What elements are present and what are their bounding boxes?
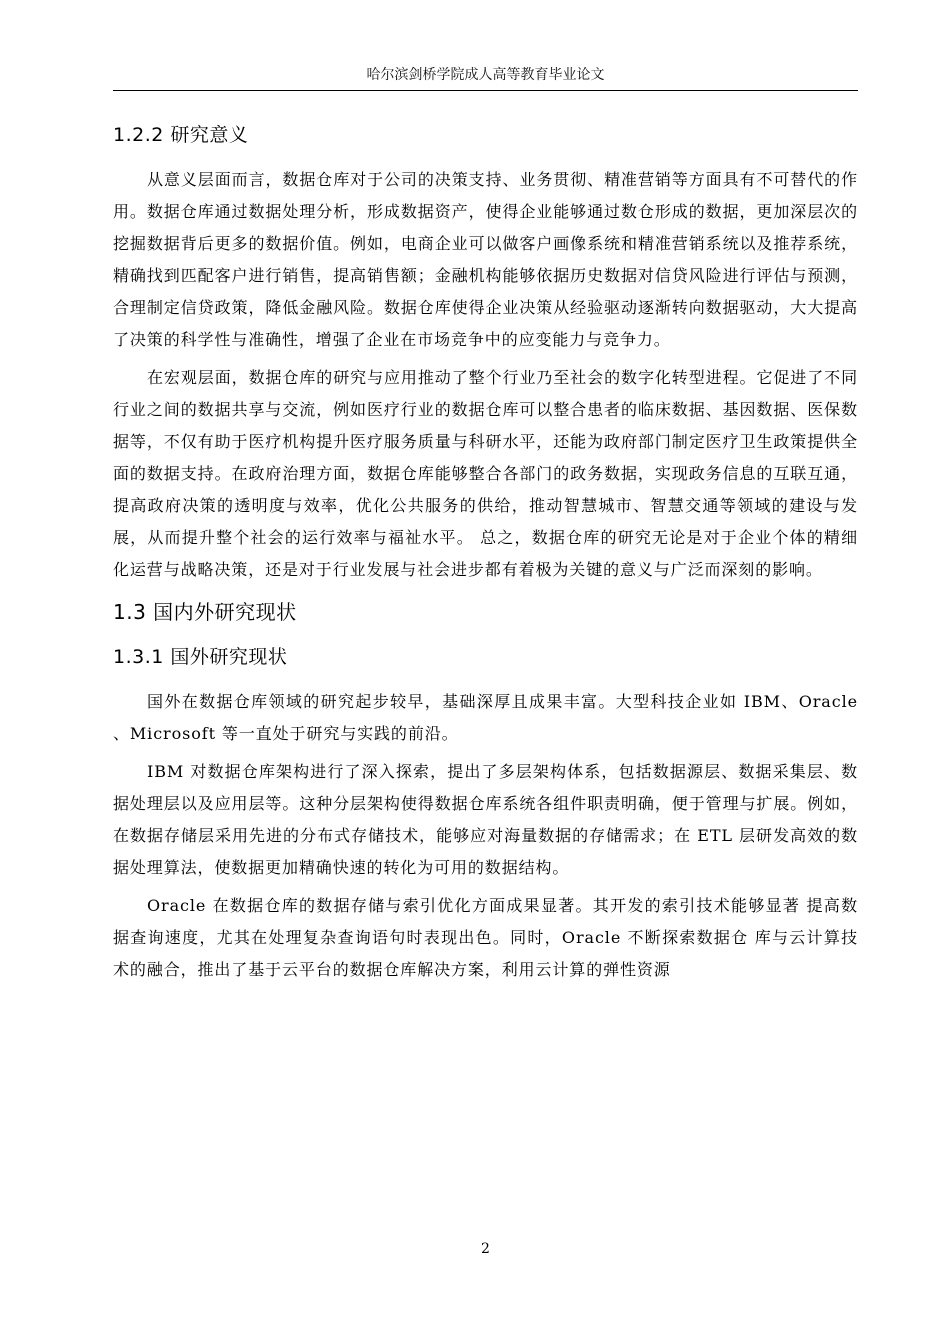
paragraph-foreign-research-oracle: Oracle 在数据仓库的数据存储与索引优化方面成果显著。其开发的索引技术能够显著 提高数据查询速度，尤其在处理复杂查询语句时表现出色。同时，Oracle 不断探索数据仓 库与云计算技术的融合，推出了基于云平台的数据仓库解决方案，利用云计算的弹性资源: [113, 896, 858, 979]
section-heading-1-2-2: 1.2.2 研究意义: [113, 124, 249, 146]
paragraph-foreign-research-ibm: IBM 对数据仓库架构进行了深入探索，提出了多层架构体系，包括数据源层、数据采集层、数据处理层以及应用层等。这种分层架构使得数据仓库系统各组件职责明确，便于管理与扩展。例如，在数据存储层采用先进的分布式存储技术，能够应对海量数据的存储需求；在 ETL 层研发高效的数据处理算法，使数据更加精确快速的转化为可用的数据结构。: [113, 762, 858, 877]
document-body: [113, 120, 858, 986]
paragraph-significance-1: 从意义层面而言，数据仓库对于公司的决策支持、业务贯彻、精准营销等方面具有不可替代的作用。数据仓库通过数据处理分析，形成数据资产，使得企业能够通过数仓形成的数据，更加深层次的挖掘数据背后更多的数据价值。例如，电商企业可以做客户画像系统和精准营销系统以及推荐系统，精确找到匹配客户进行销售，提高销售额；金融机构能够依据历史数据对信贷风险进行评估与预测，合理制定信贷政策，降低金融风险。数据仓库使得企业决策从经验驱动逐渐转向数据驱动，大大提高了决策的科学性与准确性，增强了企业在市场竞争中的应变能力与竞争力。: [113, 170, 858, 349]
section-heading-1-3-1: 1.3.1 国外研究现状: [113, 646, 288, 668]
paragraph-significance-2: 在宏观层面，数据仓库的研究与应用推动了整个行业乃至社会的数字化转型进程。它促进了不同行业之间的数据共享与交流，例如医疗行业的数据仓库可以整合患者的临床数据、基因数据、医保数据等，不仅有助于医疗机构提升医疗服务质量与科研水平，还能为政府部门制定医疗卫生政策提供全面的数据支持。在政府治理方面，数据仓库能够整合各部门的政务数据，实现政务信息的互联互通，提高政府决策的透明度与效率，优化公共服务的供给，推动智慧城市、智慧交通等领域的建设与发展，从而提升整个社会的运行效率与福祉水平。 总之，数据仓库的研究无论是对于企业个体的精细化运营与战略决策，还是对于行业发展与社会进步都有着极为关键的意义与广泛而深刻的影响。: [113, 368, 858, 579]
page-number: 2: [481, 1241, 490, 1257]
page-header-title: 哈尔滨剑桥学院成人高等教育毕业论文: [366, 67, 605, 83]
paragraph-foreign-research-1: 国外在数据仓库领域的研究起步较早，基础深厚且成果丰富。大型科技企业如 IBM、Oracle 、Microsoft 等一直处于研究与实践的前沿。: [113, 692, 858, 743]
header-divider: [113, 90, 858, 91]
section-heading-1-3: 1.3 国内外研究现状: [113, 600, 297, 624]
